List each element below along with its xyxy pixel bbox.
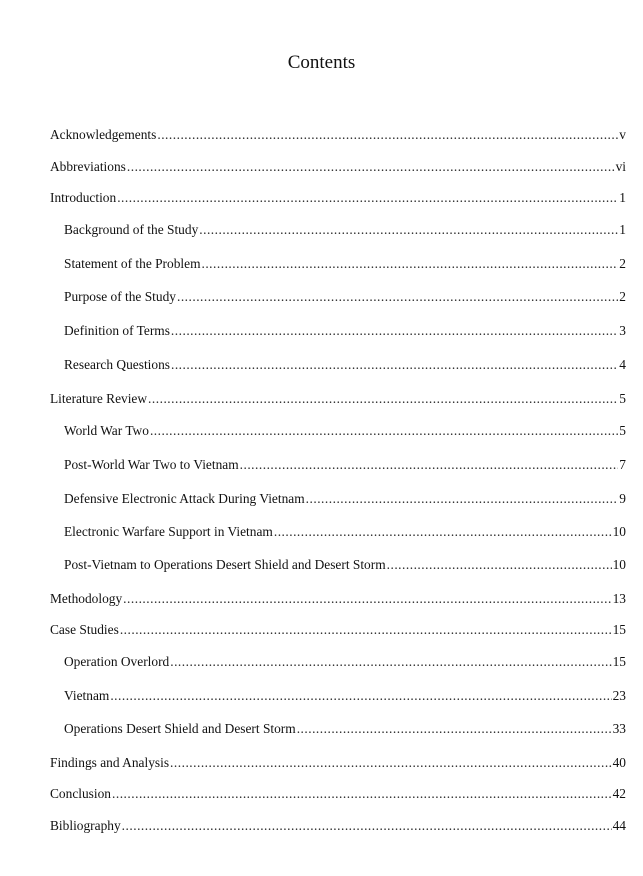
toc-entry-page: 13 <box>612 591 626 606</box>
toc-entry-label: Introduction <box>50 190 117 205</box>
toc-entry-page: 5 <box>619 423 626 438</box>
toc-entry-label: Purpose of the Study <box>64 289 176 304</box>
toc-entry-label: Post-Vietnam to Operations Desert Shield and Desert Storm <box>64 557 386 572</box>
dot-leader <box>122 817 612 835</box>
dot-leader <box>117 189 618 207</box>
toc-entry-label: Literature Review <box>50 391 148 406</box>
toc-entry <box>50 785 626 803</box>
dot-leader <box>127 158 615 176</box>
toc-entry-page: 2 <box>619 289 626 304</box>
dot-leader <box>170 754 612 772</box>
toc-entry <box>64 687 626 705</box>
toc-entry-label: Definition of Terms <box>64 323 170 338</box>
dot-leader <box>148 390 618 408</box>
dot-leader <box>177 288 618 306</box>
toc-entry-label: Findings and Analysis <box>50 755 170 770</box>
dot-leader <box>199 221 618 239</box>
dot-leader <box>201 255 618 273</box>
toc-entry-page: v <box>619 127 626 142</box>
toc-entry-label: Post-World War Two to Vietnam <box>64 457 239 472</box>
toc-entry-page: 15 <box>612 654 626 669</box>
toc-entry-label: Case Studies <box>50 622 119 637</box>
dot-leader <box>157 126 618 144</box>
toc-entry-page: 9 <box>619 491 626 506</box>
toc-entry-label: Abbreviations <box>50 159 126 174</box>
dot-leader <box>112 785 612 803</box>
dot-leader <box>274 523 612 541</box>
dot-leader <box>387 556 612 574</box>
toc-entry-label: Bibliography <box>50 818 121 833</box>
toc-entry <box>64 221 626 239</box>
toc-entry <box>64 322 626 340</box>
toc-entry <box>50 158 626 176</box>
dot-leader <box>171 356 618 374</box>
toc-entry-page: 4 <box>619 357 626 372</box>
toc-entry <box>50 590 626 608</box>
dot-leader <box>171 322 618 340</box>
toc-entry-label: Background of the Study <box>64 222 199 237</box>
toc-entry-page: 3 <box>619 323 626 338</box>
toc-entry-label: Acknowledgements <box>50 127 157 142</box>
toc-entry-label: Vietnam <box>64 688 110 703</box>
toc-entry-label: Operation Overlord <box>64 654 170 669</box>
toc-entry-page: 1 <box>619 190 626 205</box>
toc-entry <box>64 653 626 671</box>
toc-entry-page: 15 <box>612 622 626 637</box>
toc-entry-page: 5 <box>619 391 626 406</box>
dot-leader <box>123 590 611 608</box>
toc-entry <box>64 422 626 440</box>
toc-entry-label: Methodology <box>50 591 123 606</box>
toc-entry-page: 1 <box>619 222 626 237</box>
toc-entry-page: 44 <box>612 818 626 833</box>
toc-entry-page: 2 <box>619 256 626 271</box>
toc-entry-label: Operations Desert Shield and Desert Storm <box>64 721 296 736</box>
dot-leader <box>120 621 612 639</box>
toc-entry <box>50 817 626 835</box>
toc-entry <box>64 456 626 474</box>
toc-entry-page: vi <box>615 159 626 174</box>
toc-entry-label: Defensive Electronic Attack During Vietnam <box>64 491 305 506</box>
toc-entry <box>50 621 626 639</box>
toc-entry-label: World War Two <box>64 423 149 438</box>
toc-entry <box>64 720 626 738</box>
toc-entry <box>64 288 626 306</box>
page-title: Contents <box>287 52 356 73</box>
toc-entry <box>64 490 626 508</box>
toc-entry-page: 33 <box>612 721 626 736</box>
dot-leader <box>110 687 611 705</box>
toc-entry <box>50 390 626 408</box>
toc-entry-label: Research Questions <box>64 357 170 372</box>
dot-leader <box>150 422 618 440</box>
toc-entry <box>50 754 626 772</box>
toc-entry-label: Statement of the Problem <box>64 256 201 271</box>
toc-entry <box>64 255 626 273</box>
dot-leader <box>240 456 619 474</box>
toc-entry-page: 42 <box>612 786 626 801</box>
toc-entry <box>64 356 626 374</box>
toc-entry <box>64 556 626 574</box>
toc-entry <box>50 189 626 207</box>
toc-entry-page: 40 <box>612 755 626 770</box>
toc-entry-label: Electronic Warfare Support in Vietnam <box>64 524 273 539</box>
dot-leader <box>297 720 612 738</box>
toc-entry-page: 23 <box>612 688 626 703</box>
toc-entry <box>64 523 626 541</box>
dot-leader <box>306 490 619 508</box>
dot-leader <box>170 653 611 671</box>
toc-entry <box>50 126 626 144</box>
toc-entry-page: 10 <box>612 524 626 539</box>
toc-entry-page: 7 <box>619 457 626 472</box>
toc-entry-label: Conclusion <box>50 786 112 801</box>
toc-entry-page: 10 <box>612 557 626 572</box>
